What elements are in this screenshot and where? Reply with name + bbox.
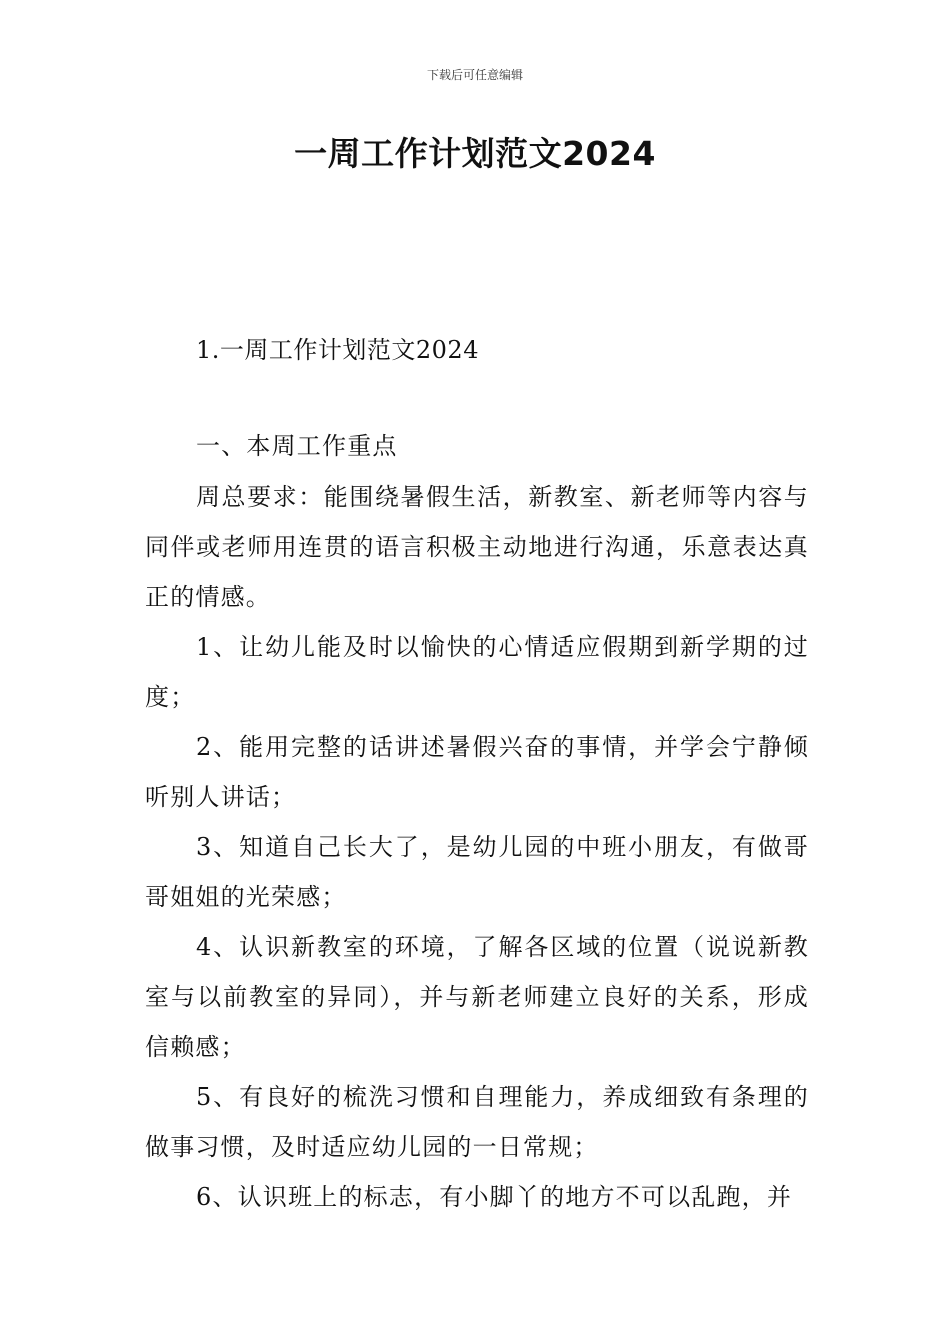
paragraph: 4、认识新教室的环境，了解各区域的位置（说说新教室与以前教室的异同），并与新老师建立良好的关系，形成信赖感； bbox=[145, 933, 809, 1061]
paragraph: 1、让幼儿能及时以愉快的心情适应假期到新学期的过度； bbox=[145, 633, 809, 711]
paragraph: 周总要求：能围绕暑假生活，新教室、新老师等内容与同伴或老师用连贯的语言积极主动地进行沟通，乐意表达真正的情感。 bbox=[145, 483, 809, 611]
header-note: 下载后可任意编辑 bbox=[426, 68, 523, 82]
paragraph: 6、认识班上的标志，有小脚丫的地方不可以乱跑，并 bbox=[196, 1183, 793, 1211]
paragraph: 3、知道自己长大了，是幼儿园的中班小朋友，有做哥哥姐姐的光荣感； bbox=[145, 833, 809, 911]
section-heading: 一、本周工作重点 bbox=[196, 432, 398, 460]
document-subtitle: 1.一周工作计划范文2024 bbox=[196, 336, 479, 364]
paragraph: 2、能用完整的话讲述暑假兴奋的事情，并学会宁静倾听别人讲话； bbox=[145, 733, 809, 811]
paragraph: 5、有良好的梳洗习惯和自理能力，养成细致有条理的做事习惯，及时适应幼儿园的一日常规； bbox=[145, 1083, 809, 1161]
document-body bbox=[145, 472, 809, 1222]
document-title: 一周工作计划范文2024 bbox=[294, 134, 656, 173]
